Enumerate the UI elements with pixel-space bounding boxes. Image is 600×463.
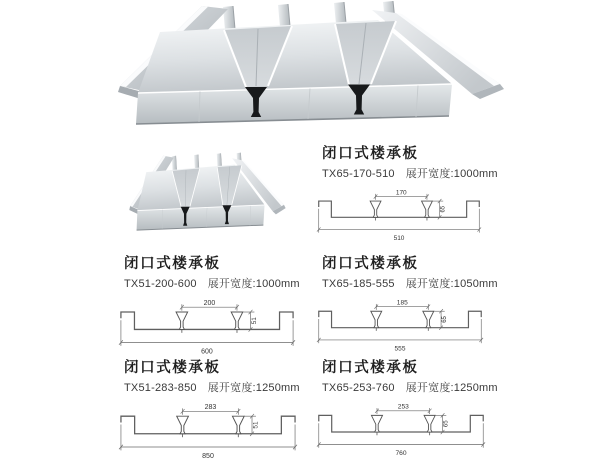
profile-outline xyxy=(121,312,293,329)
deck-stiffener-y-left xyxy=(245,87,267,117)
dimension-lines xyxy=(317,408,485,448)
spec-expanded-width: 展开宽度:1250mm xyxy=(207,382,300,395)
spec-model: TX65-253-760 xyxy=(322,382,395,395)
spec-subtitle xyxy=(124,275,314,291)
spec-title: 闭口式楼承板 xyxy=(322,256,419,272)
dim-height: 65 xyxy=(442,316,449,324)
cross-section-drawing xyxy=(316,298,484,355)
rib-left xyxy=(177,416,189,434)
profile-outline xyxy=(319,416,483,433)
cross-section-drawing xyxy=(118,402,298,463)
dimension-lines xyxy=(317,194,481,233)
rib-left xyxy=(371,311,382,327)
dim-cover-width: 510 xyxy=(393,235,405,243)
deck-right-wall xyxy=(372,10,504,99)
profile-outline xyxy=(121,416,295,434)
spec-model: TX65-185-555 xyxy=(322,278,395,291)
rib-left xyxy=(371,416,382,433)
spec-subtitle xyxy=(322,379,512,395)
spec-subtitle xyxy=(322,275,512,291)
deck-top-surface xyxy=(138,20,452,93)
dim-rib-spacing: 253 xyxy=(397,403,409,411)
rib-right xyxy=(424,416,435,433)
rib-right xyxy=(422,201,433,217)
dim-height: 65 xyxy=(440,206,447,213)
spec-block-tx65-170-510 xyxy=(322,147,512,244)
dim-rib-spacing: 185 xyxy=(396,299,408,307)
spec-title: 闭口式楼承板 xyxy=(124,360,221,376)
deck-stiffener-y-right xyxy=(348,85,370,115)
deck-left-wall xyxy=(118,6,228,100)
rib-left xyxy=(176,312,188,329)
dim-rib-spacing: 170 xyxy=(395,189,407,197)
spec-title: 闭口式楼承板 xyxy=(322,146,419,162)
rib-right xyxy=(231,312,243,329)
dim-cover-width: 850 xyxy=(202,453,214,461)
spec-model: TX65-170-510 xyxy=(322,168,395,181)
cross-section-drawing xyxy=(118,298,296,358)
dim-cover-width: 555 xyxy=(394,345,406,353)
spec-expanded-width: 展开宽度:1250mm xyxy=(405,382,498,395)
dim-height: 51 xyxy=(252,421,260,429)
dim-cover-width: 600 xyxy=(201,348,213,356)
dimension-lines xyxy=(119,305,295,347)
profile-outline xyxy=(319,311,481,327)
spec-expanded-width: 展开宽度:1050mm xyxy=(405,278,498,291)
dim-cover-width: 760 xyxy=(395,450,407,458)
spec-title: 闭口式楼承板 xyxy=(322,360,419,376)
deck-front-face xyxy=(136,84,452,124)
spec-block-tx65-253-760 xyxy=(322,361,512,460)
deck-3d-render-large xyxy=(118,1,504,124)
spec-model: TX51-200-600 xyxy=(124,278,197,291)
spec-block-tx65-185-555 xyxy=(322,257,512,355)
spec-title: 闭口式楼承板 xyxy=(124,256,221,272)
spec-model: TX51-283-850 xyxy=(124,382,197,395)
spec-expanded-width: 展开宽度:1000mm xyxy=(207,278,300,291)
spec-expanded-width: 展开宽度:1000mm xyxy=(405,168,498,181)
spec-subtitle xyxy=(322,165,512,181)
dimension-lines xyxy=(317,304,483,343)
spec-subtitle xyxy=(124,379,314,395)
cross-section-drawing xyxy=(316,188,482,244)
dimension-lines xyxy=(119,409,297,451)
profile-outline xyxy=(319,201,480,217)
deck-rear-fins xyxy=(223,1,395,30)
rib-right xyxy=(423,311,434,327)
cross-section-drawing xyxy=(316,402,486,459)
dim-height: 51 xyxy=(250,317,258,325)
dim-rib-spacing: 200 xyxy=(203,300,216,308)
spec-block-tx51-200-600 xyxy=(124,257,314,358)
rib-right xyxy=(232,416,244,434)
deck-3d-render-small xyxy=(129,153,285,230)
dim-height: 65 xyxy=(442,420,450,428)
rib-left xyxy=(370,201,381,217)
spec-block-tx51-283-850 xyxy=(124,361,314,463)
dim-rib-spacing: 283 xyxy=(204,404,217,412)
deck-rib-bands xyxy=(224,21,396,87)
